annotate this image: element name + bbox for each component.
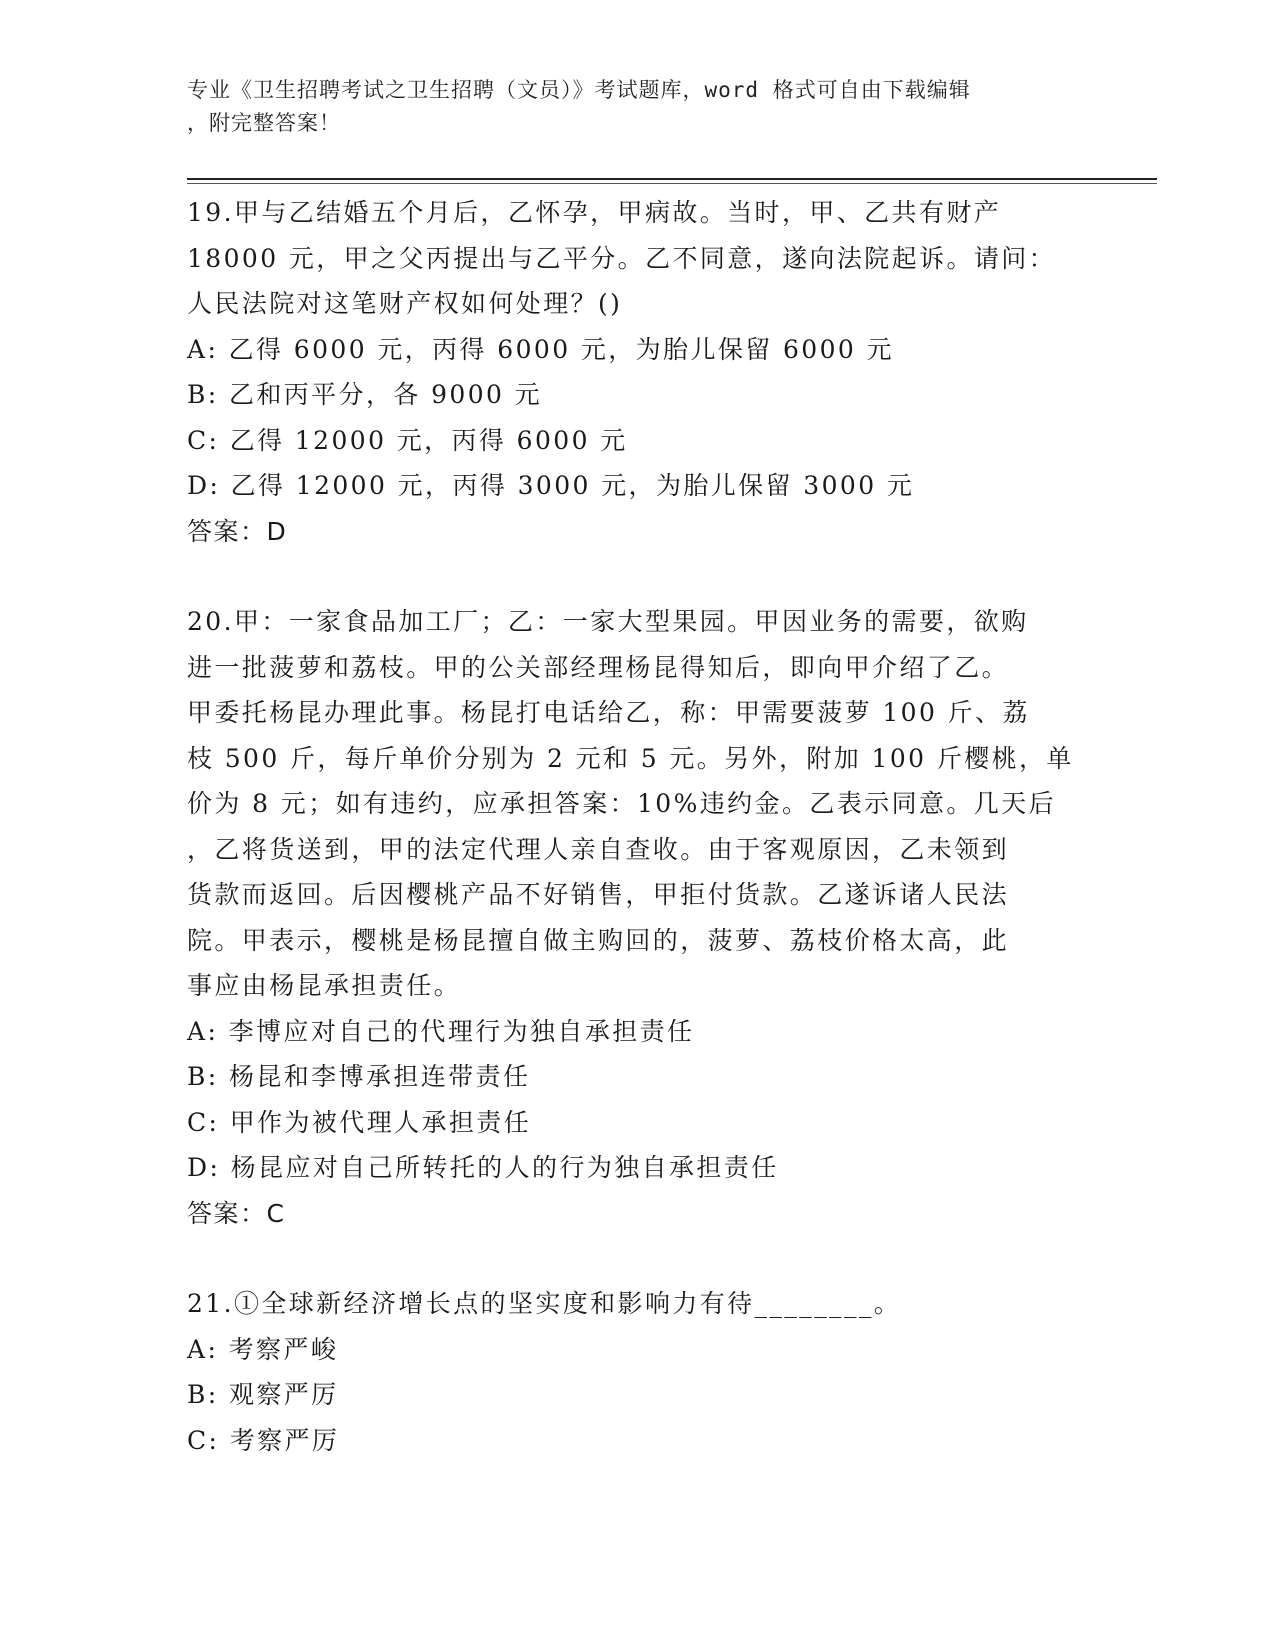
header-rule-thick bbox=[187, 178, 1157, 180]
page-header bbox=[187, 74, 1067, 140]
question-text-line: 事应由杨昆承担责任。 bbox=[187, 971, 462, 1000]
question-text-line: 18000 元，甲之父丙提出与乙平分。乙不同意，遂向法院起诉。请问： bbox=[187, 243, 1057, 273]
question-text-line: 货款而返回。后因樱桃产品不好销售，甲拒付货款。乙遂诉诸人民法 bbox=[187, 880, 1010, 909]
question-text-line: 21.①全球新经济增长点的坚实度和影响力有待________。 bbox=[187, 1289, 902, 1318]
option-d: D: 乙得 12000 元，丙得 3000 元，为胎儿保留 3000 元 bbox=[187, 471, 915, 500]
question-text-line: ，乙将货送到，甲的法定代理人亲自查收。由于客观原因，乙未领到 bbox=[187, 834, 1010, 864]
question-19 bbox=[187, 190, 1087, 554]
option-d: D: 杨昆应对自己所转托的人的行为独自承担责任 bbox=[187, 1153, 779, 1182]
answer-line: 答案：C bbox=[187, 1198, 286, 1228]
header-line-2: ，附完整答案！ bbox=[187, 111, 341, 135]
question-text-line: 价为 8 元；如有违约，应承担答案：10%违约金。乙表示同意。几天后 bbox=[187, 789, 1056, 818]
answer-line: 答案：D bbox=[187, 516, 288, 546]
option-b: B: 观察严厉 bbox=[187, 1380, 339, 1409]
option-c: C: 乙得 12000 元，丙得 6000 元 bbox=[187, 425, 628, 455]
option-b: B: 杨昆和李博承担连带责任 bbox=[187, 1062, 531, 1091]
option-a: A: 李博应对自己的代理行为独自承担责任 bbox=[187, 1016, 695, 1046]
question-text-line: 19.甲与乙结婚五个月后，乙怀孕，甲病故。当时，甲、乙共有财产 bbox=[187, 198, 1002, 227]
option-c: C: 甲作为被代理人承担责任 bbox=[187, 1107, 532, 1137]
header-line-1: 专业《卫生招聘考试之卫生招聘（文员）》考试题库，word 格式可自由下载编辑 bbox=[187, 78, 971, 102]
question-text-line: 人民法院对这笔财产权如何处理？() bbox=[187, 289, 623, 318]
header-rule-thin bbox=[187, 183, 1157, 184]
question-list bbox=[187, 190, 1087, 1508]
option-a: A: 考察严峻 bbox=[187, 1334, 339, 1364]
question-text-line: 院。甲表示，樱桃是杨昆擅自做主购回的，菠萝、荔枝价格太高，此 bbox=[187, 925, 1010, 955]
option-a: A: 乙得 6000 元，丙得 6000 元，为胎儿保留 6000 元 bbox=[187, 334, 894, 364]
question-text-line: 20.甲：一家食品加工厂；乙：一家大型果园。甲因业务的需要，欲购 bbox=[187, 607, 1029, 636]
question-text-line: 甲委托杨昆办理此事。杨昆打电话给乙，称：甲需要菠萝 100 斤、荔 bbox=[187, 698, 1030, 727]
question-21 bbox=[187, 1281, 1087, 1463]
option-c: C: 考察严厉 bbox=[187, 1425, 340, 1455]
option-b: B: 乙和丙平分，各 9000 元 bbox=[187, 380, 543, 409]
question-text-line: 进一批菠萝和荔枝。甲的公关部经理杨昆得知后，即向甲介绍了乙。 bbox=[187, 652, 1010, 682]
question-20 bbox=[187, 599, 1087, 1236]
question-text-line: 枝 500 斤，每斤单价分别为 2 元和 5 元。另外，附加 100 斤樱桃，单 bbox=[187, 743, 1074, 773]
